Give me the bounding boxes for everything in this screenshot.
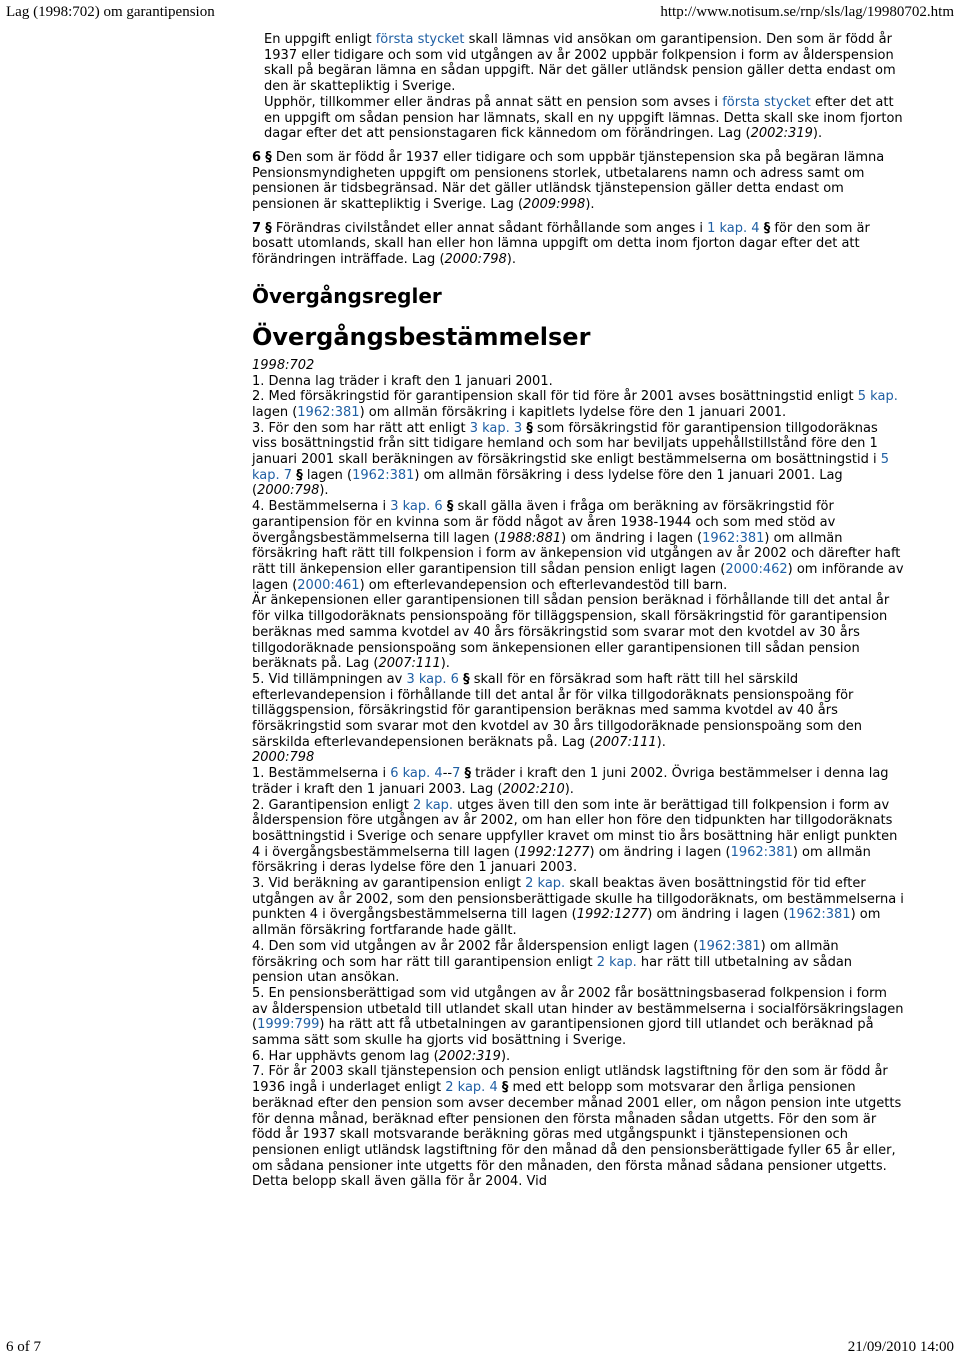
heading-overgangsregler: Övergångsregler [252, 283, 442, 308]
transition-item: Är änkepensionen eller garantipensionen till sådan pension beräknad i förhållande till det antal år för vilka tillgodoräknats pensionspoäng för tilläggspension, skall försäkringstid för garantipension beräknas med samma kvotdel av 40 års försäkringstid som svarar mot den kvotdel av 30 års tillgodoräknade pensionspoäng som änkepensionen eller garantipensionen till sådan pension beräknats på. Lag (2007:111). [252, 593, 890, 672]
section-sign-icon: § [464, 766, 471, 782]
paragraph-first-stycket: En uppgift enligt första stycket skall lämnas vid ansökan om garantipension. Den som är född år 1937 eller tidigare och som vid utgången av år 2002 uppbär folkpension i form av ålderspension skall på begäran lämna en sådan uppgift. När det gäller utländsk pension gäller detta endast om den är skattepliktig i Sverige. [264, 32, 896, 95]
section-sign-icon: § [763, 220, 771, 236]
page-title: Lag (1998:702) om garantipension [6, 4, 215, 20]
section-7: 7 § Förändras civilståndet eller annat sådant förhållande som anges i 1 kap. 4 § för den som är bosatt utomlands, skall han eller hon lämna uppgift om detta inom fjorton dagar efter det att förändringen inträffade. Lag (2000:798). [252, 220, 870, 268]
section-sign-icon: § [501, 1080, 509, 1096]
link-section[interactable]: 7 [283, 467, 293, 483]
link-section[interactable]: 4 [751, 220, 760, 236]
paragraph-second-stycket: Upphör, tillkommer eller ändras på annat sätt en pension som avses i första stycket efter det att en uppgift om sådan pension har lämnats, skall en ny uppgift lämnas. Detta skall ske inom fjorton dagar efter det att pensionstagaren fick kännedom om förändringen. Lag (2002:319). [264, 94, 903, 142]
link-chapter[interactable]: 6 kap. [390, 766, 431, 782]
law-reference: 1992:1277 [518, 844, 590, 860]
section-sign-icon: § [265, 149, 272, 165]
section-sign-icon: § [265, 220, 272, 236]
transition-label-2000: 2000:798 [252, 750, 315, 766]
link-section[interactable]: 7 [452, 766, 461, 782]
law-reference: 2002:319 [750, 126, 813, 142]
transition-label-1998: 1998:702 [252, 357, 315, 373]
transition-item: 7. För år 2003 skall tjänstepension och pension enligt utländsk lagstiftning för den som är född år 1936 ingå i underlaget enligt 2 kap. 4 § med ett belopp som motsvarar den årliga pensionen beräknad efter den pension som avser december månad 2001 eller, om någon pension inte utgetts för denna månad, beräknad efter pensionen den första månaden sådan utgetts. För den som är född år 1937 skall motsvarande beräkning göras med utgångspunkt i tjänstepensionen och pensionen enligt utländsk lagstiftning för den månad då den pensionsberättigade fyller 65 år eller, om sådana pensioner inte utgetts för den månaden, den första månad sådana pensioner utgetts. Detta belopp skall även gälla för år 2004. Vid [252, 1064, 902, 1190]
section-sign-icon: § [463, 671, 470, 687]
link-law[interactable]: 1962:381 [788, 907, 851, 923]
link-chapter[interactable]: 2 kap. [412, 797, 454, 813]
transition-item: 1. Denna lag träder i kraft den 1 januari 2001. [252, 373, 553, 389]
transition-item: 1. Bestämmelserna i 6 kap. 4--7 § träder i kraft den 1 juni 2002. Övriga bestämmelser i denna lag träder i kraft den 1 januari 2003. Lag (2002:210). [252, 766, 889, 797]
link-section[interactable]: 6 [450, 671, 459, 687]
link-chapter[interactable]: 5 kap. [857, 389, 898, 405]
section-number: 7 [252, 220, 262, 236]
print-header [0, 0, 960, 24]
page-number: 6 of 7 [6, 1339, 41, 1355]
transition-item: 6. Har upphävts genom lag (2002:319). [252, 1048, 511, 1064]
section-sign-icon: § [446, 499, 454, 515]
law-reference: 1992:1277 [576, 907, 648, 923]
link-forsta-stycket[interactable]: första stycket [375, 32, 465, 47]
transition-item: 3. Vid beräkning av garantipension enligt 2 kap. skall beaktas även bosättningstid för tid efter utgången av år 2002, som den pensionsberättigade skulle ha tillgodoräknats, om bestämmelserna i punkten 4 i övergångsbestämmelserna till lagen (1992:1277) om ändring i lagen (1962:381) om allmän försäkring fortfarande hade gällt. [252, 876, 904, 939]
page-url: http://www.notisum.se/rnp/sls/lag/19980702.htm [660, 4, 954, 20]
section-sign-icon: § [296, 467, 303, 483]
link-chapter[interactable]: 2 kap. [596, 954, 637, 970]
link-chapter[interactable]: 5 kap. [252, 452, 890, 483]
law-reference: 2002:319 [438, 1048, 501, 1064]
link-chapter[interactable]: 3 kap. [469, 420, 510, 436]
link-chapter[interactable]: 3 kap. [390, 499, 431, 515]
link-law[interactable]: 1962:381 [297, 404, 360, 420]
link-law[interactable]: 1999:799 [257, 1017, 320, 1033]
link-section[interactable]: 6 [434, 499, 443, 515]
law-reference: 2002:210 [502, 781, 565, 797]
transition-item: 2. Med försäkringstid för garantipension skall för tid före år 2001 avses bosättningstid enligt 5 kap. lagen (1962:381) om allmän försäkring i kapitlets lydelse före den 1 januari 2001. [252, 389, 898, 420]
link-law[interactable]: 1962:381 [698, 938, 761, 954]
law-reference: 2000:798 [444, 252, 507, 268]
law-reference: 2000:798 [257, 483, 320, 499]
link-law[interactable]: 2000:462 [725, 561, 788, 577]
link-section[interactable]: 4 [434, 766, 443, 782]
transition-item: 5. Vid tillämpningen av 3 kap. 6 § skall för en försäkrad som haft rätt till hel särskild efterlevandepension i förhållande till det antal år för vilka tillgodoräknats pensionspoäng för tilläggspension, försäkringstid för garantipension beräknas med samma kvotdel av 40 års försäkringstid som svarar mot den kvotdel av 30 års tillgodoräknade pensionspoäng som den särskilda efterlevandepensionen beräknats på. Lag (2007:111). [252, 671, 863, 750]
link-law[interactable]: 1962:381 [730, 844, 793, 860]
link-chapter[interactable]: 1 kap. [707, 220, 748, 236]
section-number: 6 [252, 149, 262, 165]
print-timestamp: 21/09/2010 14:00 [847, 1339, 954, 1355]
transition-item: 4. Bestämmelserna i 3 kap. 6 § skall gälla även i fråga om beräkning av försäkringstid för garantipension för en kvinna som är född något av åren 1938-1944 och som med stöd av övergångsbestämmelserna till lagen (1988:881) om ändring i lagen (1962:381) om allmän försäkring haft rätt till folkpension i form av änkepension vid utgången av år 2002 och därefter haft rätt till änkepension eller garantipension till sådan pension enligt lagen (2000:462) om införande av lagen (2000:461) om efterlevandepension och efterlevandestöd till barn. [252, 499, 904, 593]
law-reference: 1988:881 [498, 530, 562, 546]
print-footer [0, 1338, 960, 1357]
link-law[interactable]: 1962:381 [702, 530, 765, 546]
link-chapter[interactable]: 3 kap. [406, 671, 447, 687]
transition-item: 2. Garantipension enligt 2 kap. utges även till den som inte är berättigad till folkpension i form av ålderspension före utgången av år 2002, om han eller hon före den tidpunkten har tillgodoräknats bosättningstid i Sverige och senare uppfyller kravet om minst tio års bosättning här enligt punkten 4 i övergångsbestämmelserna till lagen (1992:1277) om ändring i lagen (1962:381) om allmän försäkring i deras lydelse före den 1 januari 2003. [252, 797, 898, 876]
section-sign-icon: § [526, 420, 533, 436]
transition-item: 5. En pensionsberättigad som vid utgången av år 2002 får bosättningsbaserad folkpension i form av ålderspension utbetald till utlandet skall utan hinder av bestämmelserna i socialförsäkringslagen (1999:799) ha rätt att få utbetalningen av garantipensionen gjord till utlandet och beräknad på samma sätt som skulle ha gjorts vid bosättning i Sverige. [252, 985, 904, 1049]
law-reference: 2009:998 [523, 197, 586, 213]
law-reference: 2007:111 [594, 734, 657, 750]
transition-item: 3. För den som har rätt att enligt 3 kap. 3 § som försäkringstid för garantipension tillgodoräknas viss bosättningstid från sitt tidigare hemland och som har beviljats uppehållstillstånd före den 1 januari 2001 skall beräkningen av försäkringstid ske enligt bestämmelserna om bosättningstid i 5 kap. 7 § lagen (1962:381) om allmän försäkring i dess lydelse före den 1 januari 2001. Lag (2000:798). [252, 420, 890, 499]
link-chapter[interactable]: 2 kap. [445, 1080, 486, 1096]
heading-overgangsbestammelser: Övergångsbestämmelser [252, 322, 591, 351]
link-section[interactable]: 3 [513, 420, 523, 436]
link-forsta-stycket[interactable]: första stycket [722, 94, 811, 110]
law-reference: 2007:111 [378, 656, 441, 672]
link-section[interactable]: 4 [489, 1080, 498, 1096]
link-law[interactable]: 1962:381 [352, 467, 415, 483]
link-chapter[interactable]: 2 kap. [525, 876, 566, 892]
transition-item: 4. Den som vid utgången av år 2002 får ålderspension enligt lagen (1962:381) om allmän försäkring och som har rätt till garantipension enligt 2 kap. har rätt till utbetalning av sådan pension utan ansökan. [252, 938, 853, 986]
section-6: 6 § Den som är född år 1937 eller tidigare och som uppbär tjänstepension ska på begäran lämna Pensionsmyndigheten uppgift om pensionens storlek, utbetalarens namn och adress samt om pensionen är tidsbegränsad. När det gäller utländsk tjänstepension gäller detta endast om pensionen är skattepliktig i Sverige. Lag (2009:998). [252, 149, 885, 213]
link-law[interactable]: 2000:461 [297, 577, 360, 593]
document-body [252, 32, 904, 1190]
